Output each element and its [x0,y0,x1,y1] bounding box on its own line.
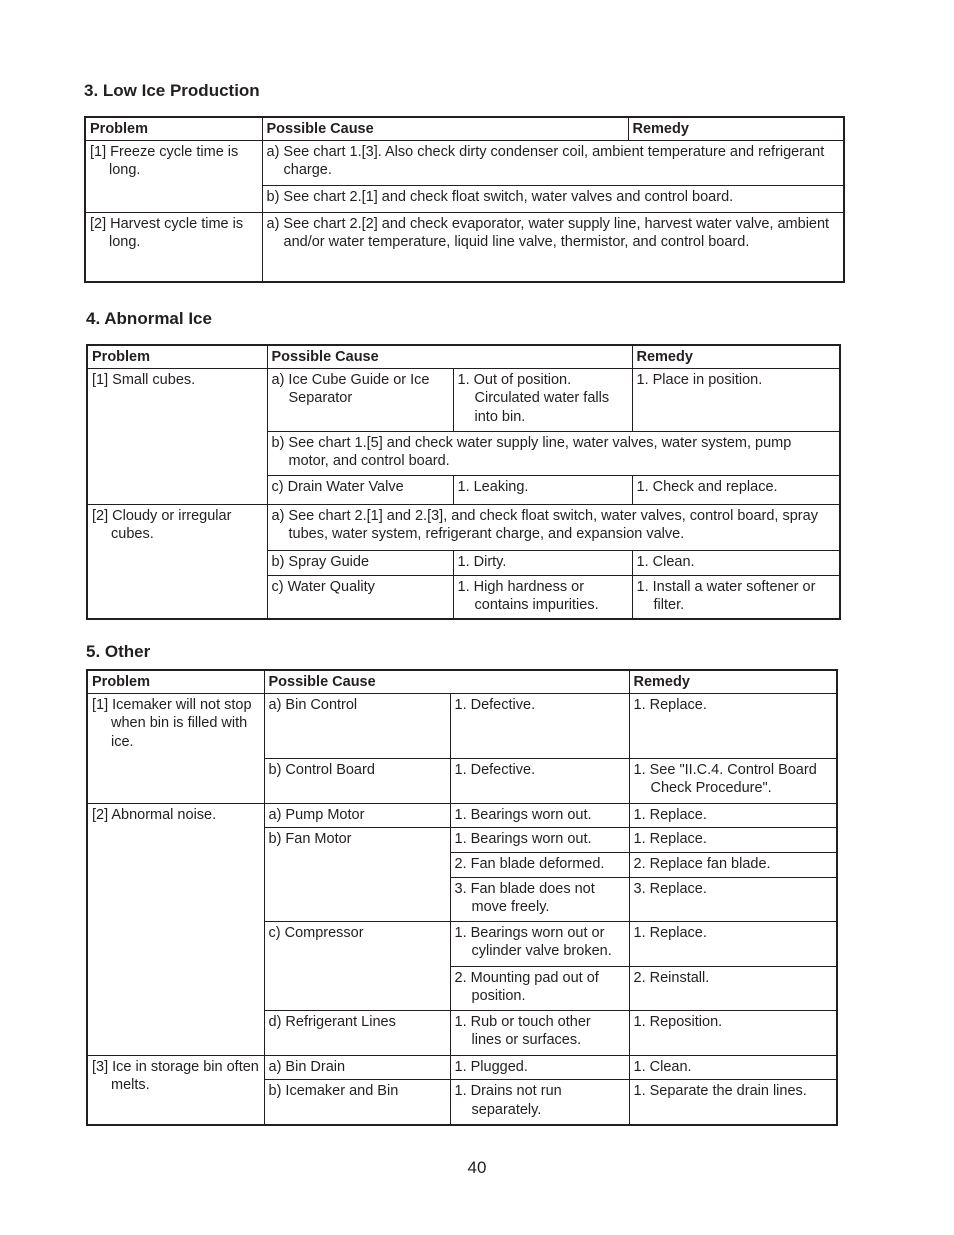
low-ice-production-table [84,116,845,283]
problem-cell: [1] Freeze cycle time is long. [85,140,262,212]
cause-cell: d) Refrigerant Lines [264,1010,450,1055]
cause-cell: b) Spray Guide [267,550,453,575]
remedy-cell: 1. Replace. [629,803,837,828]
cause-cell: b) Fan Motor [264,828,450,922]
table-row [87,368,840,431]
table-row [87,504,840,550]
problem-cell: [1] Small cubes. [87,368,267,504]
cause-cell: b) See chart 2.[1] and check float switch, water valves and control board. [262,185,844,212]
detail-cell: 1. Drains not run separately. [450,1080,629,1125]
header-possible-cause: Possible Cause [267,345,632,368]
detail-cell: 1. High hardness or contains impurities. [453,575,632,619]
table-row [87,803,837,828]
remedy-cell: 1. Check and replace. [632,475,840,504]
cause-cell: b) Control Board [264,758,450,803]
table-header-row [85,117,844,140]
header-remedy: Remedy [632,345,840,368]
cause-cell: a) Bin Drain [264,1055,450,1080]
cause-cell: b) Icemaker and Bin [264,1080,450,1125]
detail-cell: 1. Bearings worn out. [450,828,629,853]
remedy-cell: 2. Replace fan blade. [629,852,837,877]
cause-cell: b) See chart 1.[5] and check water supply line, water valves, water system, pump motor, and control board. [267,431,840,475]
cause-cell: a) See chart 2.[2] and check evaporator, water supply line, harvest water valve, ambient and/or water temperature, liquid line valve, thermistor, and control board. [262,212,844,282]
cause-cell: a) Ice Cube Guide or Ice Separator [267,368,453,431]
remedy-cell: 2. Reinstall. [629,966,837,1010]
remedy-cell: 1. Replace. [629,693,837,758]
detail-cell: 1. Out of position. Circulated water falls into bin. [453,368,632,431]
header-possible-cause: Possible Cause [262,117,628,140]
section-title-other: 5. Other [86,642,151,661]
detail-cell: 1. Plugged. [450,1055,629,1080]
header-remedy: Remedy [629,670,837,693]
table-header-row [87,670,837,693]
table-row [87,1055,837,1080]
cause-cell: a) Pump Motor [264,803,450,828]
header-problem: Problem [85,117,262,140]
section-title-low-ice-production: 3. Low Ice Production [84,81,260,100]
detail-cell: 3. Fan blade does not move freely. [450,877,629,921]
cause-cell: c) Water Quality [267,575,453,619]
remedy-cell: 3. Replace. [629,877,837,921]
table-row [85,212,844,282]
detail-cell: 2. Fan blade deformed. [450,852,629,877]
header-possible-cause: Possible Cause [264,670,629,693]
detail-cell: 1. Bearings worn out. [450,803,629,828]
abnormal-ice-table [86,344,841,620]
header-remedy: Remedy [628,117,844,140]
problem-cell: [1] Icemaker will not stop when bin is filled with ice. [87,693,264,803]
detail-cell: 1. Defective. [450,693,629,758]
remedy-cell: 1. Install a water softener or filter. [632,575,840,619]
remedy-cell: 1. Replace. [629,921,837,966]
problem-cell: [3] Ice in storage bin often melts. [87,1055,264,1125]
problem-cell: [2] Cloudy or irregular cubes. [87,504,267,619]
remedy-cell: 1. Clean. [629,1055,837,1080]
header-problem: Problem [87,345,267,368]
problem-cell: [2] Harvest cycle time is long. [85,212,262,282]
detail-cell: 1. Defective. [450,758,629,803]
cause-cell: c) Compressor [264,921,450,1010]
remedy-cell: 1. Replace. [629,828,837,853]
cause-cell: a) See chart 2.[1] and 2.[3], and check float switch, water valves, control board, spray tubes, water system, refrigerant charge, and expansion valve. [267,504,840,550]
remedy-cell: 1. Place in position. [632,368,840,431]
cause-cell: a) See chart 1.[3]. Also check dirty condenser coil, ambient temperature and refrigerant charge. [262,140,844,185]
table-row [87,693,837,758]
other-table [86,669,838,1126]
remedy-cell: 1. See "II.C.4. Control Board Check Procedure". [629,758,837,803]
table-row [85,140,844,185]
detail-cell: 1. Bearings worn out or cylinder valve broken. [450,921,629,966]
remedy-cell: 1. Separate the drain lines. [629,1080,837,1125]
detail-cell: 1. Dirty. [453,550,632,575]
remedy-cell: 1. Reposition. [629,1010,837,1055]
page-number: 40 [467,1158,487,1177]
section-title-abnormal-ice: 4. Abnormal Ice [86,309,212,328]
header-problem: Problem [87,670,264,693]
detail-cell: 1. Rub or touch other lines or surfaces. [450,1010,629,1055]
remedy-cell: 1. Clean. [632,550,840,575]
cause-cell: a) Bin Control [264,693,450,758]
detail-cell: 1. Leaking. [453,475,632,504]
detail-cell: 2. Mounting pad out of position. [450,966,629,1010]
problem-cell: [2] Abnormal noise. [87,803,264,1055]
table-header-row [87,345,840,368]
cause-cell: c) Drain Water Valve [267,475,453,504]
